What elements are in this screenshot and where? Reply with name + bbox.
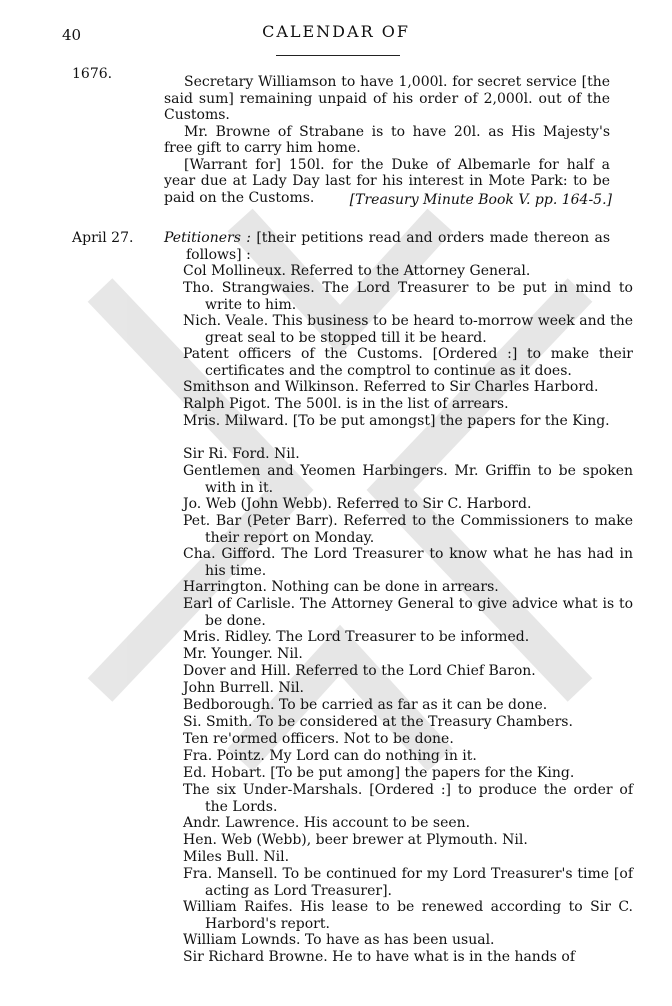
list-item: Harrington. Nothing can be done in arrears. — [183, 579, 499, 595]
list-item: Nich. Veale. This business to be heard to-morrow week and the great seal to be stopped till it be heard. — [183, 313, 633, 346]
margin-date: April 27. — [72, 230, 134, 246]
list-item: Earl of Carlisle. The Attorney General to give advice what is to be done. — [183, 596, 633, 629]
section1-body — [164, 74, 610, 206]
list-item: Si. Smith. To be considered at the Treasury Chambers. — [183, 714, 573, 730]
list-item: Sir Richard Browne. He to have what is in the hands of — [183, 949, 576, 965]
list-item: Pet. Bar (Peter Barr). Referred to the Commissioners to make their report on Monday. — [183, 513, 633, 546]
list-item: Smithson and Wilkinson. Referred to Sir Charles Harbord. — [183, 379, 599, 395]
list-item: Mris. Milward. [To be put amongst] the papers for the King. — [183, 413, 610, 429]
list-item: Andr. Lawrence. His account to be seen. — [183, 815, 471, 831]
list-item: Patent officers of the Customs. [Ordered :] to make their certificates and the comptrol to continue as it does. — [183, 346, 633, 379]
petitioners-intro-text: [their petitions read and orders made thereon as follows] : — [186, 230, 611, 263]
margin-year: 1676. — [72, 66, 113, 82]
list-item: Jo. Web (John Webb). Referred to Sir C. Harbord. — [183, 496, 532, 512]
list-item: Fra. Pointz. My Lord can do nothing in it. — [183, 748, 477, 764]
petitioners-label: Petitioners : — [164, 230, 251, 246]
list-item: John Burrell. Nil. — [183, 680, 305, 696]
list-item: Mr. Younger. Nil. — [183, 646, 303, 662]
list-item: Sir Ri. Ford. Nil. — [183, 446, 300, 462]
paragraph: Secretary Williamson to have 1,000l. for secret service [the said sum] remaining unpaid of his order of 2,000l. out of the Customs. — [164, 74, 610, 123]
list-item: The six Under-Marshals. [Ordered :] to produce the order of the Lords. — [183, 782, 633, 815]
list-item: Dover and Hill. Referred to the Lord Chief Baron. — [183, 663, 536, 679]
list-item: Ten re'ormed officers. Not to be done. — [183, 731, 454, 747]
paragraph: [Warrant for] 150l. for the Duke of Albemarle for half a year due at Lady Day last for his interest in Mote Park: to be paid on the Customs. — [164, 156, 610, 206]
running-title: CALENDAR OF — [262, 22, 410, 41]
page-number: 40 — [62, 26, 82, 44]
list-item: Cha. Gifford. The Lord Treasurer to know what he has had in his time. — [183, 546, 633, 579]
list-item: Miles Bull. Nil. — [183, 849, 290, 865]
list-item: William Raifes. His lease to be renewed according to Sir C. Harbord's report. — [183, 899, 633, 932]
list-item: Ralph Pigot. The 500l. is in the list of arrears. — [183, 396, 509, 412]
list-item: Tho. Strangwaies. The Lord Treasurer to be put in mind to write to him. — [183, 280, 633, 313]
paragraph: Mr. Browne of Strabane is to have 20l. as His Majesty's free gift to carry him home. — [164, 123, 610, 156]
list-item: Bedborough. To be carried as far as it can be done. — [183, 697, 548, 713]
list-item: Col Mollineux. Referred to the Attorney General. — [183, 263, 531, 279]
list-item: William Lownds. To have as has been usual. — [183, 932, 495, 948]
list-item: Mris. Ridley. The Lord Treasurer to be informed. — [183, 629, 530, 645]
list-item: Fra. Mansell. To be continued for my Lord Treasurer's time [of acting as Lord Treasurer]. — [183, 866, 633, 899]
petitioners-intro — [164, 230, 610, 263]
list-item: Ed. Hobart. [To be put among] the papers for the King. — [183, 765, 575, 781]
source-citation: [Treasury Minute Book V. pp. 164-5.] — [349, 192, 612, 208]
list-item: Gentlemen and Yeomen Harbingers. Mr. Griffin to be spoken with in it. — [183, 463, 633, 496]
list-item: Hen. Web (Webb), beer brewer at Plymouth. Nil. — [183, 832, 528, 848]
header-rule — [276, 55, 400, 56]
